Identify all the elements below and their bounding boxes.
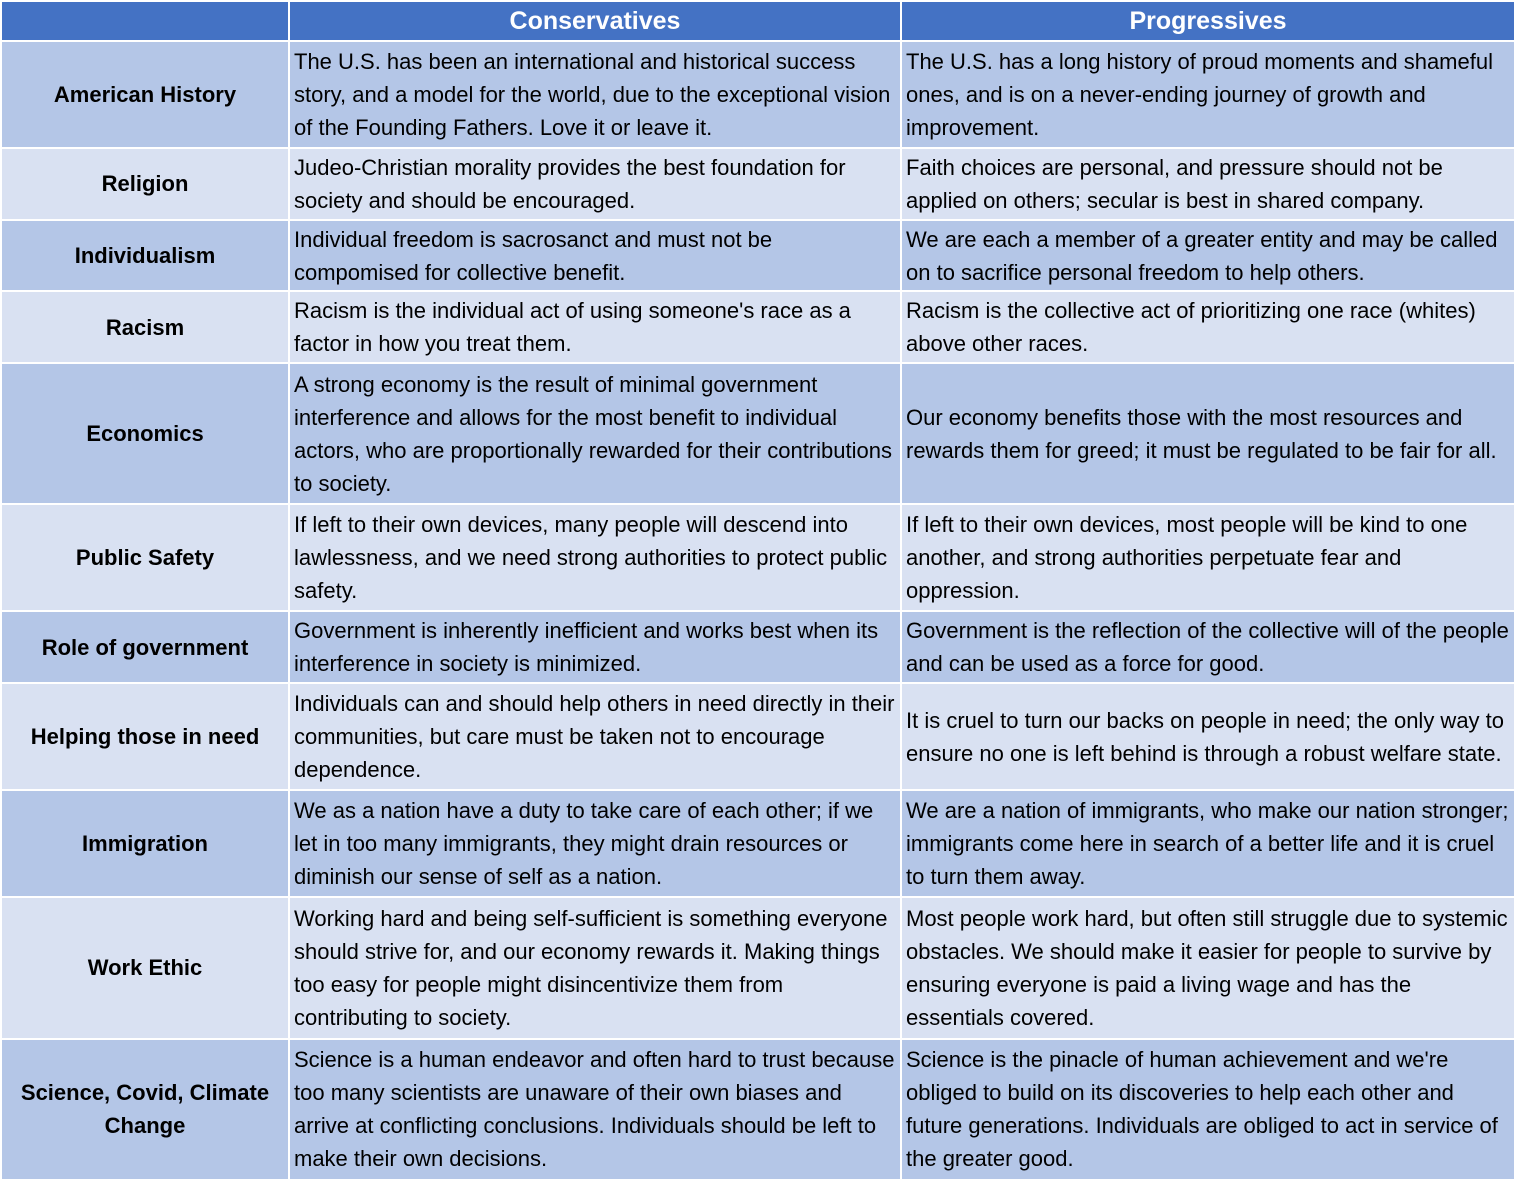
row-topic: Public Safety — [2, 505, 288, 610]
progressives-cell: Racism is the collective act of prioritizing one race (whites) above other races. — [902, 292, 1514, 362]
progressives-cell: If left to their own devices, most people will be kind to one another, and strong authorities perpetuate fear and oppression. — [902, 505, 1514, 610]
conservatives-cell: We as a nation have a duty to take care of each other; if we let in too many immigrants, they might drain resources or diminish our sense of self as a nation. — [290, 791, 900, 896]
table-row — [2, 149, 1514, 219]
conservatives-cell: Government is inherently inefficient and works best when its interference in society is minimized. — [290, 612, 900, 682]
row-topic: Individualism — [2, 221, 288, 291]
conservatives-cell: Working hard and being self-sufficient is something everyone should strive for, and our economy rewards it. Making things too easy for people might disincentivize them from contributing to society. — [290, 898, 900, 1037]
table-row — [2, 898, 1514, 1037]
table-row — [2, 221, 1514, 291]
table-row — [2, 1040, 1514, 1179]
row-topic: American History — [2, 42, 288, 147]
row-topic: Racism — [2, 292, 288, 362]
conservatives-cell: The U.S. has been an international and historical success story, and a model for the world, due to the exceptional vision of the Founding Fathers. Love it or leave it. — [290, 42, 900, 147]
table-row — [2, 505, 1514, 610]
row-topic: Role of government — [2, 612, 288, 682]
progressives-cell: It is cruel to turn our backs on people in need; the only way to ensure no one is left behind is through a robust welfare state. — [902, 684, 1514, 789]
progressives-cell: Most people work hard, but often still struggle due to systemic obstacles. We should make it easier for people to survive by ensuring everyone is paid a living wage and has the essentials covered. — [902, 898, 1514, 1037]
progressives-cell: We are a nation of immigrants, who make our nation stronger; immigrants come here in search of a better life and it is cruel to turn them away. — [902, 791, 1514, 896]
table-row — [2, 42, 1514, 147]
progressives-cell: Government is the reflection of the collective will of the people and can be used as a force for good. — [902, 612, 1514, 682]
conservatives-cell: Science is a human endeavor and often hard to trust because too many scientists are unaware of their own biases and arrive at conflicting conclusions. Individuals should be left to make their own decisions. — [290, 1040, 900, 1179]
progressives-cell: The U.S. has a long history of proud moments and shameful ones, and is on a never-ending journey of growth and improvement. — [902, 42, 1514, 147]
progressives-cell: We are each a member of a greater entity and may be called on to sacrifice personal freedom to help others. — [902, 221, 1514, 291]
conservatives-cell: Racism is the individual act of using someone's race as a factor in how you treat them. — [290, 292, 900, 362]
conservatives-header: Conservatives — [290, 2, 900, 40]
progressives-header: Progressives — [902, 2, 1514, 40]
row-topic: Immigration — [2, 791, 288, 896]
conservatives-cell: Individuals can and should help others in need directly in their communities, but care must be taken not to encourage dependence. — [290, 684, 900, 789]
conservatives-cell: Individual freedom is sacrosanct and must not be compomised for collective benefit. — [290, 221, 900, 291]
progressives-cell: Our economy benefits those with the most resources and rewards them for greed; it must be regulated to be fair for all. — [902, 364, 1514, 503]
conservatives-cell: A strong economy is the result of minimal government interference and allows for the most benefit to individual actors, who are proportionally rewarded for their contributions to society. — [290, 364, 900, 503]
row-topic: Economics — [2, 364, 288, 503]
row-topic: Science, Covid, Climate Change — [2, 1040, 288, 1179]
conservatives-cell: Judeo-Christian morality provides the best foundation for society and should be encouraged. — [290, 149, 900, 219]
header-row — [2, 2, 1514, 40]
row-topic: Religion — [2, 149, 288, 219]
conservatives-cell: If left to their own devices, many people will descend into lawlessness, and we need strong authorities to protect public safety. — [290, 505, 900, 610]
progressives-cell: Faith choices are personal, and pressure should not be applied on others; secular is best in shared company. — [902, 149, 1514, 219]
table-row — [2, 292, 1514, 362]
table-row — [2, 612, 1514, 682]
row-topic: Work Ethic — [2, 898, 288, 1037]
table-row — [2, 364, 1514, 503]
table-row — [2, 684, 1514, 789]
progressives-cell: Science is the pinacle of human achievement and we're obliged to build on its discoveries to help each other and future generations. Individuals are obliged to act in service of the greater good. — [902, 1040, 1514, 1179]
topic-header-cell — [2, 2, 288, 40]
table-row — [2, 791, 1514, 896]
row-topic: Helping those in need — [2, 684, 288, 789]
